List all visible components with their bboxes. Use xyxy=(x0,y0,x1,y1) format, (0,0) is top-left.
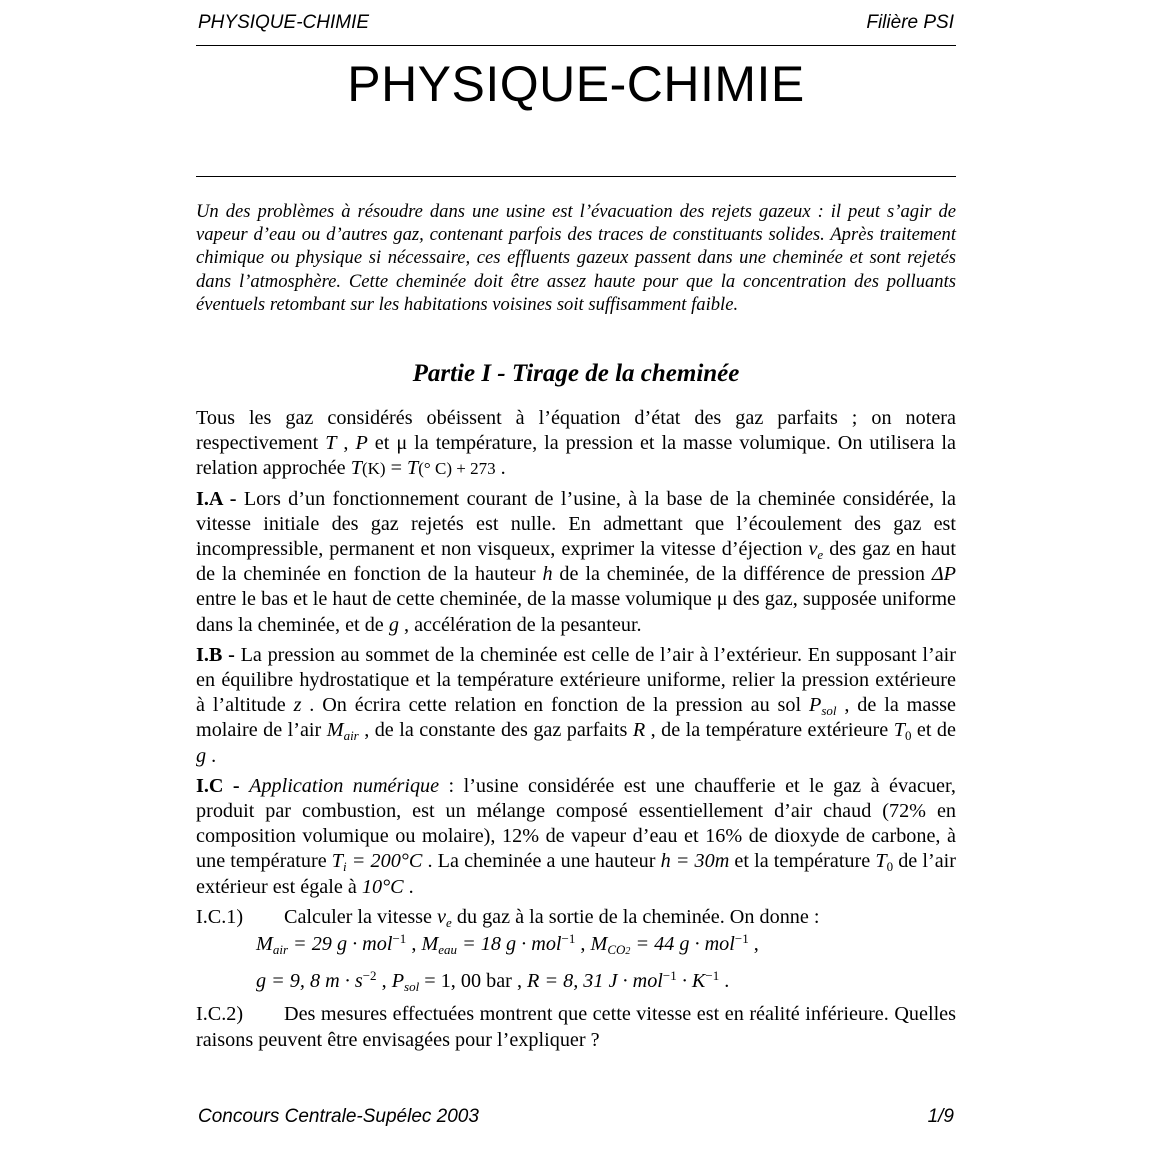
question-label: I.C.2) xyxy=(196,1003,244,1026)
question-IC1: I.C.1) Calculer la vitesse $v_e$ du gaz à la sortie de la cheminée. On donne : xyxy=(196,905,820,930)
given-g-p-r: g = 9, 8 $m \cdot s^{-2}$ , $P_{sol} = 1$, 00 bar , R = 8, 31 $J \cdot mol^{-1} \cdot K^{-1}$ . xyxy=(256,968,730,995)
question-IA: I.A - Lors d’un fonctionnement courant de l’usine, à la base de la cheminée considérée, la vitesse initiale des gaz rejetés est nulle. En admettant que l’écoulement des gaz est incompressible, permanent et non visqueux, exprimer la vitesse d’éjection $v_e$ des gaz en haut de la cheminée en fonction de la hauteur h de la cheminée, de la différence de pression ΔP entre le bas et le haut de cette cheminée, de la masse volumique μ des gaz, supposée uniforme dans la cheminée, et de g , accélération de la pesanteur. xyxy=(196,487,956,636)
footer-contest: Concours Centrale-Supélec 2003 xyxy=(198,1106,479,1127)
document-title: PHYSIQUE-CHIMIE xyxy=(347,56,805,112)
page-header xyxy=(196,12,956,38)
question-IC2: I.C.2) Des mesures effectuées montrent que cette vitesse est en réalité inférieure. Quelles raisons peuvent être envisagées pour l’expliquer ? xyxy=(196,1003,956,1051)
body-text xyxy=(196,406,956,1058)
question-label: I.C - xyxy=(196,774,250,797)
header-rule xyxy=(196,45,956,46)
paragraph-gas-law: Tous les gaz considérés obéissent à l’équation d’état des gaz parfaits ; on notera respectivement T , P et μ la température, la pression et la masse volumique. On utilisera la relation approchée T(K) = T(° C) + 273 . xyxy=(196,407,956,480)
page-number: 1/9 xyxy=(927,1106,954,1127)
question-IC: I.C - Application numérique : l’usine considérée est une chaufferie et le gaz à évacuer, produit par combustion, est un mélange composé essentiellement d’air chaud (72% en composition volumique ou molaire), 12% de vapeur d’eau et 16% de dioxyde de carbone, à une température $T_i = 200^\circ C$ . La cheminée a une hauteur h = 30m et la température $T_0$ de l’air extérieur est égale à 10°C . xyxy=(196,774,956,898)
question-label: I.A - xyxy=(196,487,244,510)
title-rule xyxy=(196,176,956,177)
page-footer xyxy=(196,1106,956,1132)
part-title: Partie I - Tirage de la cheminée xyxy=(412,360,740,387)
question-label: I.C.1) xyxy=(196,905,244,928)
header-subject: PHYSIQUE-CHIMIE xyxy=(198,12,370,33)
given-constants xyxy=(196,932,956,994)
header-track: Filière PSI xyxy=(866,12,954,33)
given-molar-masses: $M_{air} = 29$ g · mol$^{-1}$ , $M_{eau} = 18$ g · mol$^{-1}$ , $M_{CO2} = 44$ g · mol$^{-1}$ , xyxy=(256,931,759,958)
question-IB: I.B - La pression au sommet de la cheminée est celle de l’air à l’extérieur. En supposant l’air en équilibre hydrostatique et la température extérieure uniforme, relier la pression extérieure à l’altitude z . On écrira cette relation en fonction de la pression au sol $P_{sol}$ , de la masse molaire de l’air $M_{air}$ , de la constante des gaz parfaits R , de la température extérieure $T_0$ et de g . xyxy=(196,643,956,767)
intro-paragraph: Un des problèmes à résoudre dans une usine est l’évacuation des rejets gazeux : il peut s’agir de vapeur d’eau ou d’autres gaz, contenant parfois des traces de constituants solides. Après traitement chimique ou physique si nécessaire, ces effluents gazeux passent dans une cheminée et sont rejetés dans l’atmosphère. Cette cheminée doit être assez haute pour que la concentration des polluants éventuels retombant sur les habitations voisines soit suffisamment faible. xyxy=(196,201,956,315)
exam-page xyxy=(196,0,956,1152)
question-label: I.B - xyxy=(196,643,241,666)
